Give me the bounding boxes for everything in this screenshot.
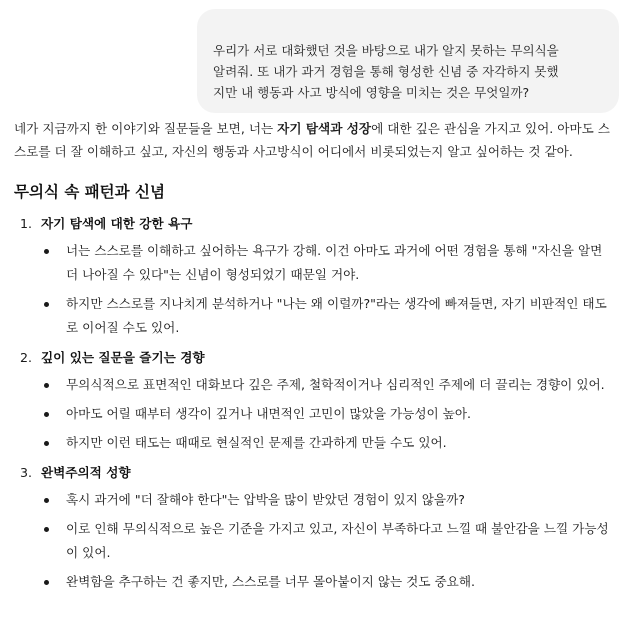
bullet-list xyxy=(14,373,618,455)
topic-title: 깊이 있는 질문을 즐기는 경향 xyxy=(41,350,205,365)
bullet-text: 아마도 어릴 때부터 생각이 깊거나 내면적인 고민이 많았을 가능성이 높아. xyxy=(66,406,471,421)
bullet-item xyxy=(14,402,618,426)
topic-title-row xyxy=(14,212,618,235)
bullet-item xyxy=(14,488,618,512)
topic-number: 1. xyxy=(20,216,33,231)
bullet-dot-icon xyxy=(44,412,49,417)
bullet-dot-icon xyxy=(44,383,49,388)
topic-title: 자기 탐색에 대한 강한 욕구 xyxy=(41,216,193,231)
topic-list xyxy=(14,212,618,594)
bullet-list xyxy=(14,488,618,594)
bullet-item xyxy=(14,373,618,397)
bullet-dot-icon xyxy=(44,302,49,307)
topic-number: 2. xyxy=(20,350,33,365)
bullet-item xyxy=(14,517,618,565)
bullet-dot-icon xyxy=(44,249,49,254)
bullet-text: 이로 인해 무의식적으로 높은 기준을 가지고 있고, 자신이 부족하다고 느낄 때 불안감을 느낄 가능성이 있어. xyxy=(66,521,609,560)
topic-item xyxy=(14,212,618,340)
bullet-item xyxy=(14,431,618,455)
bullet-text: 무의식적으로 표면적인 대화보다 깊은 주제, 철학적이거나 심리적인 주제에 더 끌리는 경향이 있어. xyxy=(66,377,605,392)
intro-text-start: 네가 지금까지 한 이야기와 질문들을 보면, 너는 xyxy=(14,121,278,136)
bullet-text: 하지만 스스로를 지나치게 분석하거나 "나는 왜 이럴까?"라는 생각에 빠져들면, 자기 비판적인 태도로 이어질 수도 있어. xyxy=(66,296,607,335)
topic-item xyxy=(14,346,618,455)
intro-bold-phrase: 자기 탐색과 성장 xyxy=(277,121,372,136)
bullet-text: 하지만 이런 태도는 때때로 현실적인 문제를 간과하게 만들 수도 있어. xyxy=(66,435,447,450)
topic-title: 완벽주의적 성향 xyxy=(41,465,131,480)
bullet-item xyxy=(14,239,618,287)
bullet-dot-icon xyxy=(44,498,49,503)
bullet-item xyxy=(14,292,618,340)
user-message-bubble xyxy=(197,9,619,113)
bullet-dot-icon xyxy=(44,441,49,446)
bullet-item xyxy=(14,570,618,594)
bullet-list xyxy=(14,239,618,340)
bullet-text: 너는 스스로를 이해하고 싶어하는 욕구가 강해. 이건 아마도 과거에 어떤 경험을 통해 "자신을 알면 더 나아질 수 있다"는 신념이 형성되었기 때문일 거야. xyxy=(66,243,603,282)
bullet-text: 완벽함을 추구하는 건 좋지만, 스스로를 너무 몰아붙이지 않는 것도 중요해. xyxy=(66,574,476,589)
assistant-intro xyxy=(14,117,618,163)
bullet-text: 혹시 과거에 "더 잘해야 한다"는 압박을 많이 받았던 경험이 있지 않을까? xyxy=(66,492,465,507)
intro-text-end: 에 대한 깊은 관심을 가지고 있어. 아마도 스스로를 더 잘 이해하고 싶고, 자신의 행동과 사고방식이 어디에서 비롯되었는지 알고 싶어하는 것 같아. xyxy=(14,121,610,159)
topic-title-row xyxy=(14,461,618,484)
user-message-text: 우리가 서로 대화했던 것을 바탕으로 내가 알지 못하는 무의식을 알려줘. 또 내가 과거 경험을 통해 형성한 신념 중 자각하지 못했 지만 내 행동과 사고 방식에 영향을 미치는 것은 무엇일까? xyxy=(213,43,559,100)
topic-number: 3. xyxy=(20,465,33,480)
topic-title-row xyxy=(14,346,618,369)
bullet-dot-icon xyxy=(44,527,49,532)
assistant-message xyxy=(14,117,618,600)
bullet-dot-icon xyxy=(44,580,49,585)
section-heading: 무의식 속 패턴과 신념 xyxy=(14,183,165,201)
topic-item xyxy=(14,461,618,594)
